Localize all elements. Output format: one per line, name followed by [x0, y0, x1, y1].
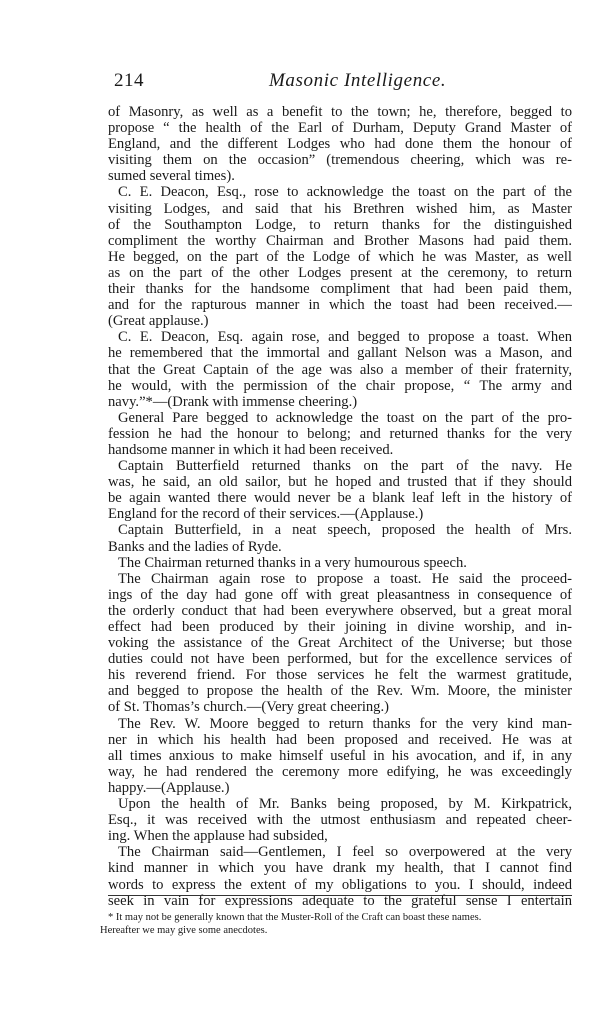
text-line: The Chairman returned thanks in a very humourous speech.: [118, 554, 467, 571]
text-line: visiting Lodges, and said that his Brethren wished him, as Master: [108, 200, 572, 217]
text-line: be again wanted there would never be a blank leaf left in the history of: [108, 490, 572, 507]
text-line: and for the rapturous manner in which the toast had been received.—: [108, 297, 572, 314]
text-line: ing. When the applause had subsided,: [108, 828, 328, 845]
footnote-line: * It may not be generally known that the Muster-Roll of the Craft can boast these names.: [108, 912, 482, 923]
text-line: of St. Thomas’s church.—(Very great cheering.): [108, 699, 389, 716]
text-line: The Rev. W. Moore begged to return thanks for the very kind man-: [118, 715, 572, 732]
text-line: C. E. Deacon, Esq. again rose, and begged to propose a toast. When: [118, 329, 572, 346]
running-head: [114, 70, 563, 94]
text-line: The Chairman said—Gentlemen, I feel so overpowered at the very: [118, 844, 572, 861]
footnote: [100, 911, 570, 937]
text-line: duties could not have been performed, but for the excellence services of: [108, 651, 572, 668]
text-line: as on the part of the other Lodges present at the ceremony, to return: [108, 264, 572, 281]
text-line: and begged to propose the health of the Rev. Wm. Moore, the minister: [108, 683, 572, 700]
text-line: sumed several times).: [108, 168, 235, 185]
text-line: all times anxious to make himself useful in his avocation, and if, in any: [108, 747, 572, 764]
text-line: fession he had the honour to belong; and returned thanks for the very: [108, 425, 572, 442]
running-title: Masonic Intelligence.: [269, 70, 447, 91]
text-line: Captain Butterfield, in a neat speech, proposed the health of Mrs.: [118, 522, 572, 539]
text-line: way, he had rendered the ceremony more edifying, he was exceedingly: [108, 763, 572, 780]
text-line: kind manner in which you have drank my health, that I cannot find: [108, 860, 572, 877]
text-line: their thanks for the handsome compliment that had been paid them,: [108, 281, 572, 298]
text-line: the orderly conduct that had been everywhere observed, but a great moral: [108, 602, 572, 619]
page-number: 214: [114, 70, 144, 91]
text-line: visiting them on the occasion” (tremendous cheering, which was re-: [108, 152, 572, 169]
text-line: voking the assistance of the Great Architect of the Universe; but those: [108, 635, 572, 652]
text-line: handsome manner in which it had been received.: [108, 441, 394, 458]
footnote-line: Hereafter we may give some anecdotes.: [100, 925, 268, 936]
text-line: propose “ the health of the Earl of Durham, Deputy Grand Master of: [108, 120, 572, 137]
text-line: seek in vain for expressions adequate to the grateful sense I entertain: [108, 892, 572, 909]
text-line: ings of the day had gone off with great pleasantness in consequence of: [108, 586, 572, 603]
text-line: navy.”*—(Drank with immense cheering.): [108, 393, 358, 410]
text-line: he would, with the permission of the chair propose, “ The army and: [108, 377, 572, 394]
text-line: of the Southampton Lodge, to return thanks for the distinguished: [108, 216, 572, 233]
text-line: Captain Butterfield returned thanks on the part of the navy. He: [118, 458, 572, 475]
text-line: England for the record of their services.—(Applause.): [108, 506, 424, 523]
text-line: that the Great Captain of the age was also a member of their fraternity,: [108, 361, 572, 378]
text-line: Upon the health of Mr. Banks being proposed, by M. Kirkpatrick,: [118, 796, 572, 813]
body-text: [108, 104, 572, 909]
text-line: C. E. Deacon, Esq., rose to acknowledge the toast on the part of the: [118, 184, 572, 201]
text-line: compliment the worthy Chairman and Brother Masons had paid them.: [108, 232, 572, 249]
text-line: General Pare begged to acknowledge the toast on the part of the pro-: [118, 409, 572, 426]
text-line: he remembered that the immortal and gallant Nelson was a Mason, and: [108, 345, 572, 362]
text-line: of Masonry, as well as a benefit to the town; he, therefore, begged to: [108, 104, 572, 120]
text-line: England, and the different Lodges who had done them the honour of: [108, 136, 572, 153]
text-line: He begged, on the part of the Lodge of which he was Master, as well: [108, 248, 572, 265]
text-line: Banks and the ladies of Ryde.: [108, 538, 282, 555]
text-line: his reverend friend. For those services he felt the warmest gratitude,: [108, 667, 572, 684]
text-line: effect had been produced by their joining in divine worship, and in-: [108, 619, 572, 635]
text-line: (Great applause.): [108, 313, 209, 330]
text-line: was, he said, an old sailor, but he hoped and trusted that if they should: [108, 474, 572, 491]
text-line: Esq., it was received with the utmost enthusiasm and repeated cheer-: [108, 812, 572, 829]
footnote-divider: [108, 895, 572, 896]
text-line: happy.—(Applause.): [108, 779, 230, 796]
text-line: words to express the extent of my obligations to you. I should, indeed: [108, 876, 572, 893]
text-line: ner in which his health had been proposed and received. He was at: [108, 731, 572, 748]
text-line: The Chairman again rose to propose a toast. He said the proceed-: [118, 570, 572, 587]
